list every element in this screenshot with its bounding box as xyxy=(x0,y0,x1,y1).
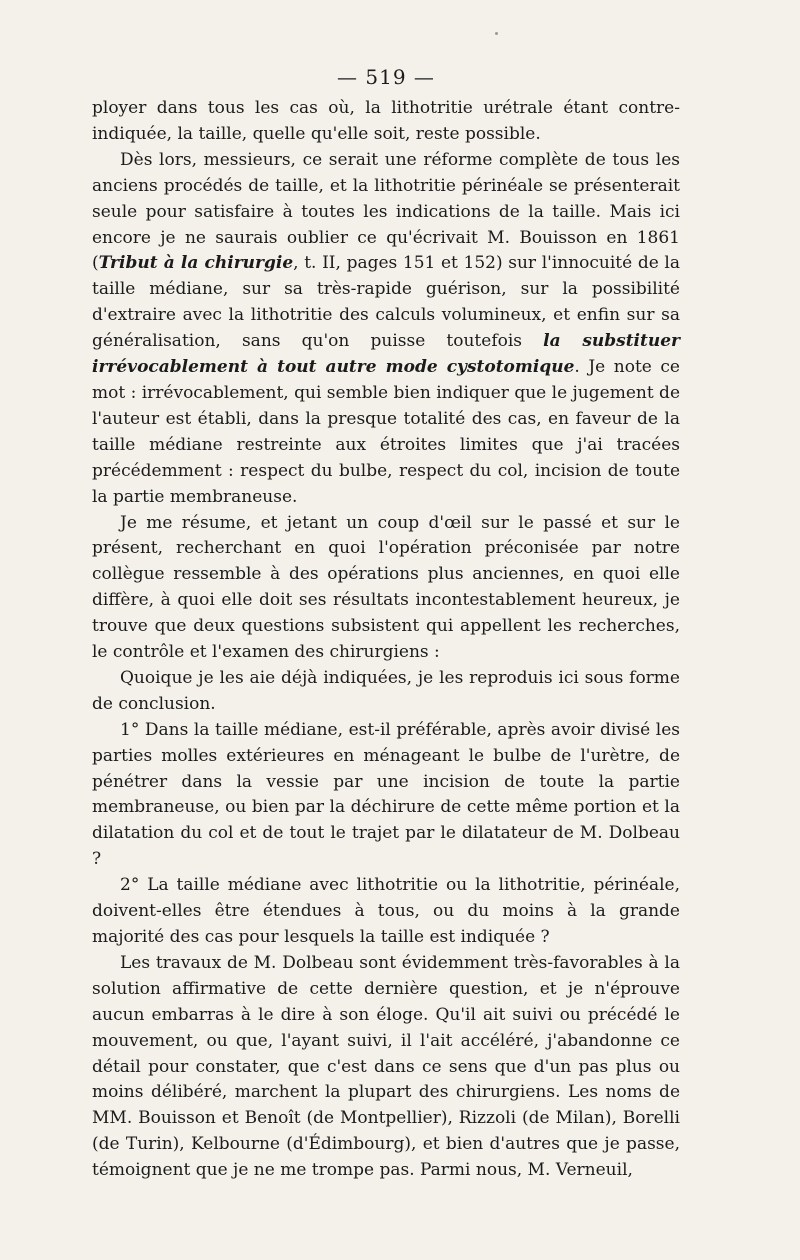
page-body xyxy=(92,96,680,1184)
paragraph xyxy=(92,951,680,1184)
italic-text: Tribut à la chirurgie xyxy=(98,253,294,274)
italic-text: la substituer irrévocablement à tout autre mode cystotomique xyxy=(92,331,680,378)
paragraph-text: Dès lors, messieurs, ce serait une réforme complète de tous les anciens procédés de taille, et la lithotritie périnéale se présenterait seule pour satisfaire à toutes les indications de la taille. Mais ici encore je ne saurais oublier ce qu'écrivait M. Bouisson en 1861 ( xyxy=(92,149,680,274)
paragraph-text: 2° La taille médiane avec lithotritie ou la lithotritie, périnéale, doivent-elles être étendues à tous, ou du moins à la grande majorité des cas pour lesquels la taille est indiquée ? xyxy=(92,875,680,947)
paragraph-text: Quoique je les aie déjà indiquées, je les reproduis ici sous forme de conclusion. xyxy=(92,667,680,714)
paragraph xyxy=(92,148,680,511)
paragraph xyxy=(92,96,680,148)
page-number-header: — 519 — xyxy=(337,65,435,89)
paragraph-text: , t. II, pages 151 et 152) sur l'innocuité de la taille médiane, sur sa très-rapide guérison, sur la possibilité d'extraire avec la lithotritie des calculs volumineux, et enfin sur sa généralisation, sans qu'on puisse toutefois xyxy=(92,253,680,352)
paper-speck xyxy=(495,32,498,35)
paragraph xyxy=(92,666,680,718)
paragraph xyxy=(92,718,680,873)
paragraph-text: . Je note ce mot : irrévocablement, qui semble bien indiquer que le jugement de l'auteur est établi, dans la presque totalité des cas, en faveur de la taille médiane restreinte aux étroites limites que j'ai tracées précédemment : respect du bulbe, respect du col, incision de toute la partie membraneuse. xyxy=(92,357,681,507)
paragraph-text: 1° Dans la taille médiane, est-il préférable, après avoir divisé les parties molles extérieures en ménageant le bulbe de l'urètre, de pénétrer dans la vessie par une incision de toute la partie membraneuse, ou bien par la déchirure de cette même portion et la dilatation du col et de tout le trajet par le dilatateur de M. Dolbeau ? xyxy=(92,719,680,870)
paragraph xyxy=(92,873,680,951)
paragraph-text: Les travaux de M. Dolbeau sont évidemment très-favorables à la solution affirmative de cette dernière question, et je n'éprouve aucun embarras à le dire à son éloge. Qu'il ait suivi ou précédé le mouvement, ou que, l'ayant suivi, il l'ait accéléré, j'abandonne ce détail pour constater, que c'est dans ce sens que d'un pas plus ou moins délibéré, marchent la plupart des chirurgiens. Les noms de MM. Bouisson et Benoît (de Montpellier), Rizzoli (de Milan), Borelli (de Turin), Kelbourne (d'Édimbourg), et bien d'autres que je passe, témoignent que je ne me trompe pas. Parmi nous, M. Verneuil, xyxy=(92,952,680,1181)
paragraph-text: ployer dans tous les cas où, la lithotritie urétrale étant contre-indiquée, la taille, quelle qu'elle soit, reste possible. xyxy=(92,98,680,144)
paragraph-text: Je me résume, et jetant un coup d'œil sur le passé et sur le présent, recherchant en quoi l'opération préconisée par notre collègue ressemble à des opérations plus anciennes, en quoi elle diffère, à quoi elle doit ses résultats incontestablement heureux, je trouve que deux questions subsistent qui appellent les recherches, le contrôle et l'examen des chirurgiens : xyxy=(92,512,680,663)
paragraph xyxy=(92,511,680,666)
